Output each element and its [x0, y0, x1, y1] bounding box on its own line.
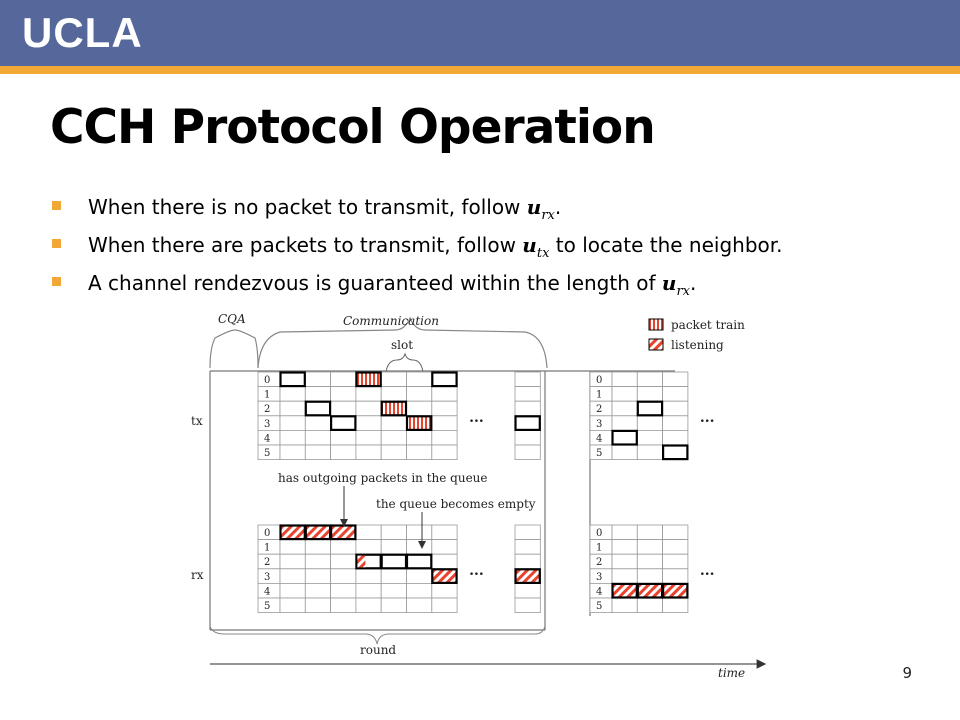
tx-grid-cell: [637, 430, 662, 445]
rx-grid-cell: [305, 569, 330, 584]
math-variable-subscript: rx: [541, 208, 555, 223]
rx-grid-cell: [381, 598, 406, 613]
tx-grid-cell: [331, 401, 356, 416]
tx-grid-cell: [280, 430, 305, 445]
tx-grid-cell: [331, 372, 356, 387]
rx-grid-cell: [637, 569, 662, 584]
rx-grid-cell: [637, 554, 662, 569]
tx-grid-cell: [612, 430, 637, 445]
slide-title: CCH Protocol Operation: [50, 100, 655, 155]
tx-grid-cell: [305, 416, 330, 431]
rx-grid-cell: [515, 540, 540, 555]
page-number: 9: [902, 664, 912, 682]
legend-listening-swatch: [649, 339, 663, 350]
legend-packet-train-swatch: [649, 319, 663, 330]
tx-ellipsis: ...: [469, 410, 484, 426]
math-variable: [522, 233, 550, 261]
math-variable: [526, 195, 555, 223]
rx-partial-listen-cell: [357, 556, 365, 568]
rx-grid-cell: [280, 540, 305, 555]
rx-grid-cell: [280, 554, 305, 569]
rx-channel-label: 0: [264, 528, 271, 539]
rx-channel-label: 4: [596, 586, 603, 598]
rx-label: rx: [191, 568, 204, 582]
rx-channel-label: 3: [264, 571, 271, 583]
rx-channel-label: 5: [596, 601, 603, 612]
tx-grid-cell: [637, 372, 662, 387]
rx-grid-cell: [331, 569, 356, 584]
tx-train-cell: [356, 373, 380, 387]
rx-channel-label: 3: [596, 571, 603, 583]
tx-grid-cell: [381, 372, 406, 387]
tx-channel-label: 1: [264, 389, 271, 401]
tx-grid-cell: [663, 416, 688, 431]
tx-grid-cell: [432, 401, 457, 416]
rx-grid-cell: [663, 554, 688, 569]
bullet-list: [52, 192, 932, 306]
rx-grid-cell: [331, 598, 356, 613]
rx-listen-cell: [331, 526, 355, 540]
bullet-square-icon: [52, 201, 61, 210]
tx-grid-cell: [663, 445, 688, 460]
tx-grid-cell: [356, 387, 381, 402]
rx-grid-cell: [637, 598, 662, 613]
rx-grid-cell: [432, 554, 457, 569]
tx-grid-cell: [381, 430, 406, 445]
rx-grid-cell: [407, 583, 432, 598]
tx-train-cell: [382, 402, 406, 416]
rx-grid-cell: [407, 525, 432, 540]
rx-grid-cell: [612, 598, 637, 613]
tx-grid-cell: [305, 387, 330, 402]
rx-grid-cell: [331, 540, 356, 555]
tx-grid-cell: [407, 430, 432, 445]
tx-grid-cell: [432, 387, 457, 402]
tx-grid-cell: [331, 387, 356, 402]
tx-grid-cell: [381, 387, 406, 402]
rx-grid-cell: [331, 583, 356, 598]
rx-grid-cell: [305, 540, 330, 555]
tx-grid-cell: [515, 387, 540, 402]
rx-listen-cell: [516, 569, 540, 583]
rx-listen-cell: [306, 526, 330, 540]
tx-grid-cell: [612, 372, 637, 387]
tx-channel-label: 5: [596, 448, 603, 459]
tx-grid-cell: [515, 416, 540, 431]
bullet-text: When there is no packet to transmit, follow: [88, 195, 527, 219]
time-label: time: [718, 666, 746, 680]
bullet-square-icon: [52, 239, 61, 248]
rx-listen-cell: [432, 569, 456, 583]
math-variable-subscript: tx: [536, 246, 550, 261]
cqa-label: CQA: [218, 312, 246, 326]
tx-grid-cell: [637, 445, 662, 460]
rx-channel-label: 1: [264, 542, 271, 554]
math-variable-subscript: rx: [676, 284, 690, 299]
rx-grid-cell: [305, 598, 330, 613]
slot-brace: [386, 354, 423, 372]
tx-grid-cell: [612, 445, 637, 460]
round-label: round: [360, 643, 397, 657]
tx-channel-label: 0: [596, 375, 603, 386]
cqa-brace: [210, 330, 258, 368]
tx-label: tx: [191, 414, 203, 428]
rx-grid-cell: [356, 525, 381, 540]
rx-listen-cell: [281, 526, 305, 540]
rx-grid-cell: [305, 583, 330, 598]
tx-channel-label: 3: [596, 418, 603, 430]
cch-protocol-diagram: [185, 308, 775, 680]
tx-channel-label: 0: [264, 375, 271, 386]
annotation-outgoing: has outgoing packets in the queue: [278, 471, 488, 485]
rx-channel-label: 4: [264, 586, 271, 598]
tx-channel-label: 4: [596, 433, 603, 445]
round-brace: [210, 626, 545, 644]
bullet-text-end: .: [689, 271, 697, 295]
bullet-item: [52, 268, 932, 306]
tx-grid-cell: [407, 387, 432, 402]
tx-grid-cell: [305, 401, 330, 416]
tx-grid-cell: [515, 372, 540, 387]
bullet-text: When there are packets to transmit, follow: [88, 233, 523, 257]
rx-grid-cell: [407, 554, 432, 569]
math-variable: [661, 271, 690, 299]
tx-grid-cell: [515, 430, 540, 445]
tx-grid-cell: [280, 387, 305, 402]
rx-channel-label: 5: [264, 601, 271, 612]
tx-grid-cell: [381, 416, 406, 431]
tx-grid-cell: [331, 430, 356, 445]
rx-grid-cell: [663, 598, 688, 613]
tx-grid-cell: [280, 416, 305, 431]
rx-grid-cell: [515, 554, 540, 569]
rx-grid-cell: [515, 583, 540, 598]
tx-grid-cell: [280, 445, 305, 460]
rx-ellipsis: ...: [699, 563, 715, 579]
tx-channel-label: 3: [264, 418, 271, 430]
rx-grid-cell: [356, 598, 381, 613]
tx-channel-label: 5: [264, 448, 271, 459]
rx-grid-cell: [407, 540, 432, 555]
rx-grid-cell: [407, 598, 432, 613]
rx-grid-cell: [612, 540, 637, 555]
math-variable-base: u: [526, 195, 542, 219]
rx-listen-cell: [663, 584, 687, 598]
tx-grid-cell: [331, 445, 356, 460]
ucla-logo: UCLA: [22, 9, 143, 56]
tx-grid-cell: [637, 401, 662, 416]
tx-grid-cell: [515, 445, 540, 460]
rx-grid-cell: [637, 540, 662, 555]
bullet-text-end: to locate the neighbor.: [549, 233, 783, 257]
tx-channel-label: 2: [264, 404, 271, 416]
math-variable-base: u: [522, 233, 537, 257]
tx-grid-cell: [612, 416, 637, 431]
rx-listen-cell: [638, 584, 662, 598]
rx-grid-cell: [663, 569, 688, 584]
rx-grid-cell: [280, 598, 305, 613]
communication-label: Communication: [343, 314, 439, 328]
tx-grid-cell: [356, 445, 381, 460]
rx-channel-label: 2: [596, 557, 603, 569]
tx-grid-cell: [515, 401, 540, 416]
rx-grid-cell: [432, 540, 457, 555]
rx-ellipsis: ...: [469, 563, 484, 579]
header-bar: [0, 0, 960, 66]
tx-grid-cell: [280, 372, 305, 387]
rx-grid-cell: [381, 525, 406, 540]
tx-grid-cell: [305, 430, 330, 445]
tx-grid-cell: [637, 387, 662, 402]
tx-grid-cell: [381, 445, 406, 460]
tx-grid-cell: [280, 401, 305, 416]
tx-grid-cell: [407, 372, 432, 387]
tx-grid-cell: [356, 430, 381, 445]
tx-grid-cell: [432, 416, 457, 431]
rx-grid-cell: [515, 525, 540, 540]
tx-grid-cell: [663, 430, 688, 445]
tx-grid-cell: [432, 445, 457, 460]
rx-grid-cell: [612, 554, 637, 569]
tx-grid-cell: [331, 416, 356, 431]
rx-channel-label: 2: [264, 557, 271, 569]
tx-grid-cell: [305, 445, 330, 460]
rx-grid-cell: [381, 569, 406, 584]
rx-grid-cell: [381, 554, 406, 569]
bullet-text: A channel rendezvous is guaranteed within the length of: [88, 271, 662, 295]
bullet-item: [52, 230, 932, 268]
rx-grid-cell: [280, 583, 305, 598]
math-variable-base: u: [661, 271, 677, 295]
tx-grid-cell: [356, 401, 381, 416]
tx-channel-label: 2: [596, 404, 603, 416]
annotation-empty: the queue becomes empty: [376, 497, 536, 511]
tx-grid-cell: [637, 416, 662, 431]
bullet-text-end: .: [554, 195, 562, 219]
tx-grid-cell: [356, 416, 381, 431]
rx-grid-cell: [515, 598, 540, 613]
tx-grid-cell: [663, 387, 688, 402]
rx-grid-cell: [432, 583, 457, 598]
rx-grid-cell: [356, 540, 381, 555]
tx-grid-cell: [305, 372, 330, 387]
rx-grid-cell: [381, 540, 406, 555]
tx-grid-cell: [663, 401, 688, 416]
tx-train-cell: [407, 416, 431, 430]
rx-grid-cell: [280, 569, 305, 584]
rx-grid-cell: [663, 525, 688, 540]
tx-channel-label: 1: [596, 389, 603, 401]
bullet-square-icon: [52, 277, 61, 286]
rx-grid-cell: [637, 525, 662, 540]
rx-channel-label: 1: [596, 542, 603, 554]
tx-grid-cell: [432, 430, 457, 445]
rx-grid-cell: [305, 554, 330, 569]
slot-label: slot: [391, 338, 414, 352]
tx-grid-cell: [407, 401, 432, 416]
rx-channel-label: 0: [596, 528, 603, 539]
rx-grid-cell: [356, 583, 381, 598]
tx-ellipsis: ...: [699, 410, 715, 426]
rx-grid-cell: [356, 569, 381, 584]
rx-grid-cell: [381, 583, 406, 598]
rx-grid-cell: [612, 525, 637, 540]
rx-grid-cell: [407, 569, 432, 584]
rx-grid-cell: [331, 554, 356, 569]
legend-listening-label: listening: [671, 338, 724, 352]
legend-packet-train-label: packet train: [671, 318, 745, 332]
tx-channel-label: 4: [264, 433, 271, 445]
tx-grid-cell: [612, 387, 637, 402]
rx-grid-cell: [663, 540, 688, 555]
rx-grid-cell: [432, 525, 457, 540]
tx-grid-cell: [612, 401, 637, 416]
rx-listen-cell: [613, 584, 637, 598]
rx-grid-cell: [432, 598, 457, 613]
bullet-item: [52, 192, 932, 230]
tx-grid-cell: [432, 372, 457, 387]
tx-grid-cell: [663, 372, 688, 387]
rx-grid-cell: [612, 569, 637, 584]
tx-grid-cell: [407, 445, 432, 460]
header-accent-stripe: [0, 66, 960, 74]
